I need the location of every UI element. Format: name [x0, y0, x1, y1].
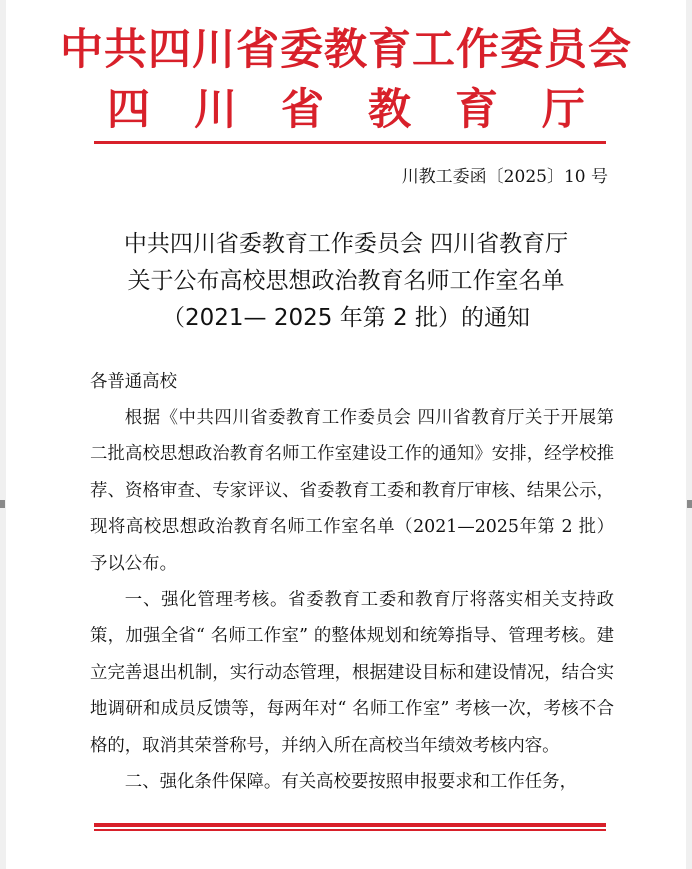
- footer-red-rule-thick: [94, 823, 606, 827]
- document-number: 川教工委函〔2025〕10 号: [401, 167, 608, 187]
- title-line-3: （2021— 2025 年第 2 批）的通知: [162, 305, 530, 331]
- document-page: [6, 0, 686, 869]
- document-title: [6, 226, 686, 337]
- issuing-org-line2: 四川省教育厅: [107, 85, 629, 135]
- salutation: 各普通高校: [90, 372, 177, 392]
- title-line-2: 关于公布高校思想政治教育名师工作室名单: [127, 268, 565, 294]
- body-paragraph-2: 一、强化管理考核。省委教育工委和教育厅将落实相关支持政策，加强全省“ 名师工作室” 的整体规划和统筹指导、管理考核。建立完善退出机制，实行动态管理，根据建设目标和建设情况，结合实地调研和成员反馈等，每两年对“ 名师工作室” 考核一次，考核不合格的，取消其荣誉称号，并纳入所在高校当年绩效考核内容。: [90, 590, 614, 756]
- scroll-marker-right: [687, 500, 692, 508]
- title-line-1: 中共四川省委教育工作委员会 四川省教育厅: [123, 231, 569, 257]
- body-paragraph-1: 根据《中共四川省委教育工作委员会 四川省教育厅关于开展第二批高校思想政治教育名师工作室建设工作的通知》安排，经学校推荐、资格审查、专家评议、省委教育工委和教育厅审核、结果公示，现将高校思想政治教育名师工作室名单（2021—2025年第 2 批）予以公布。: [90, 408, 614, 574]
- issuing-org-line1: 中共四川省委教育工作委员会: [60, 25, 632, 75]
- scroll-marker-left: [0, 500, 5, 508]
- header-red-rule: [94, 141, 606, 144]
- footer-red-rule-thin: [94, 829, 606, 831]
- body-paragraph-3: 二、强化条件保障。有关高校要按照申报要求和工作任务，: [124, 772, 577, 792]
